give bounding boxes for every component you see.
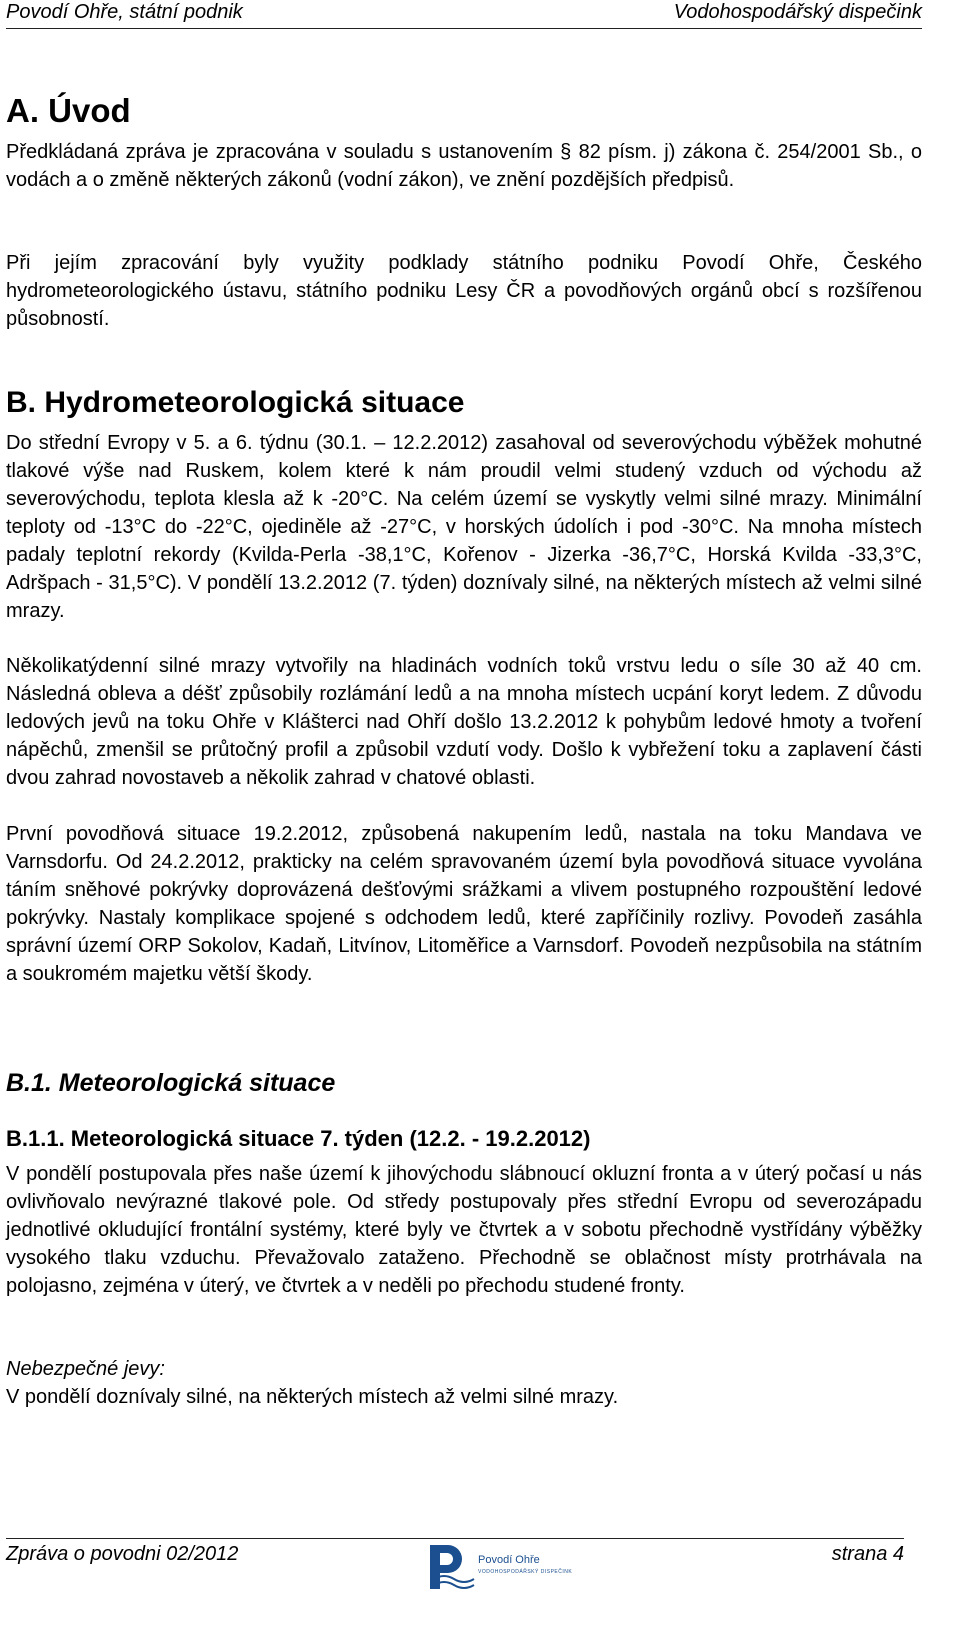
footer-page-number: strana 4 — [831, 1543, 904, 1565]
section-a-heading: A. Úvod — [6, 92, 131, 129]
section-a-paragraph-1: Předkládaná zpráva je zpracována v souladu s ustanovením § 82 písm. j) zákona č. 254/2001 Sb., o vodách a o změně některých zákonů (vodní zákon), ve znění pozdějších předpisů. — [6, 141, 922, 191]
section-b11-heading: B.1.1. Meteorologická situace 7. týden (12.2. - 19.2.2012) — [6, 1126, 591, 1151]
section-b11-paragraph: V pondělí postupovala přes naše území k jihovýchodu slábnoucí okluzní fronta a v úterý počasí u nás ovlivňovalo nevýrazné tlakové pole. Od středy postupovaly přes střední Evropu od severozápadu jednotlivé okludující frontální systémy, které byly ve čtvrtek a v sobotu přechodně vystřídány výběžky vysokého tlaku vzduchu. Převažovalo zataženo. Přechodně se oblačnost místy protrhávala na polojasno, zejména v úterý, ve čtvrtek a v neděli po přechodu studené fronty. — [6, 1163, 922, 1297]
logo-name: Povodí Ohře — [478, 1554, 540, 1566]
section-b-heading: B. Hydrometeorologická situace — [6, 386, 465, 419]
header-organization: Povodí Ohře, státní podnik — [6, 1, 243, 23]
section-b1-heading: B.1. Meteorologická situace — [6, 1069, 336, 1097]
page-footer — [6, 1538, 904, 1627]
povodi-ohre-logo — [424, 1539, 604, 1603]
hazards-label: Nebezpečné jevy: — [6, 1358, 165, 1380]
footer-report-title: Zpráva o povodni 02/2012 — [6, 1543, 239, 1565]
header-department: Vodohospodářský dispečink — [673, 1, 922, 23]
section-b-paragraph-3: První povodňová situace 19.2.2012, způsobená nakupením ledů, nastala na toku Mandava ve Varnsdorfu. Od 24.2.2012, prakticky na celém spravovaném území byla povodňová situace vyvolána táním sněhové pokrývky doprovázená dešťovými srážkami a vlivem postupného rozpouštění ledové pokrývky. Nastaly komplikace spojené s odchodem ledů, které zapříčinily rozlivy. Povodeň zasáhla správní území ORP Sokolov, Kadaň, Litvínov, Litoměřice a Varnsdorf. Povodeň nezpůsobila na státním a soukromém majetku větší škody. — [6, 823, 922, 985]
hazards-text: V pondělí doznívaly silné, na některých místech až velmi silné mrazy. — [6, 1386, 619, 1408]
page-header — [6, 0, 922, 29]
section-b-paragraph-2: Několikatýdenní silné mrazy vytvořily na hladinách vodních toků vrstvu ledu o síle 30 až 40 cm. Následná obleva a déšť způsobily rozlámání ledů a na mnoha místech ucpání koryt ledem. Z důvodu ledových jevů na toku Ohře v Klášterci nad Ohří došlo 13.2.2012 k pohybům ledové hmoty a tvoření nápěchů, zmenšil se průtočný profil a způsobil vzdutí vody. Došlo k vybřežení toku a zaplavení části dvou zahrad novostaveb a několik zahrad v chatové oblasti. — [6, 655, 922, 789]
section-b-paragraph-1: Do střední Evropy v 5. a 6. týdnu (30.1. – 12.2.2012) zasahoval od severovýchodu výběžek mohutné tlakové výše nad Ruskem, kolem které k nám proudil velmi studený vzduch od východu až severovýchodu, teplota klesla až k -20°C. Na celém území se vyskytly velmi silné mrazy. Minimální teploty od -13°C do -22°C, ojediněle až -27°C, v horských údolích i pod -30°C. Na mnoha místech padaly teplotní rekordy (Kvilda-Perla -38,1°C, Kořenov - Jizerka -36,7°C, Horská Kvilda -33,3°C, Adršpach - 31,5°C). V pondělí 13.2.2012 (7. týden) doznívaly silné, na některých místech až velmi silné mrazy. — [6, 432, 922, 622]
section-a-paragraph-2: Při jejím zpracování byly využity podklady státního podniku Povodí Ohře, Českého hydrometeorologického ústavu, státního podniku Lesy ČR a povodňových orgánů obcí s rozšířenou působností. — [6, 252, 922, 330]
logo-subtitle: VODOHOSPODÁŘSKÝ DISPEČINK — [478, 1569, 573, 1575]
